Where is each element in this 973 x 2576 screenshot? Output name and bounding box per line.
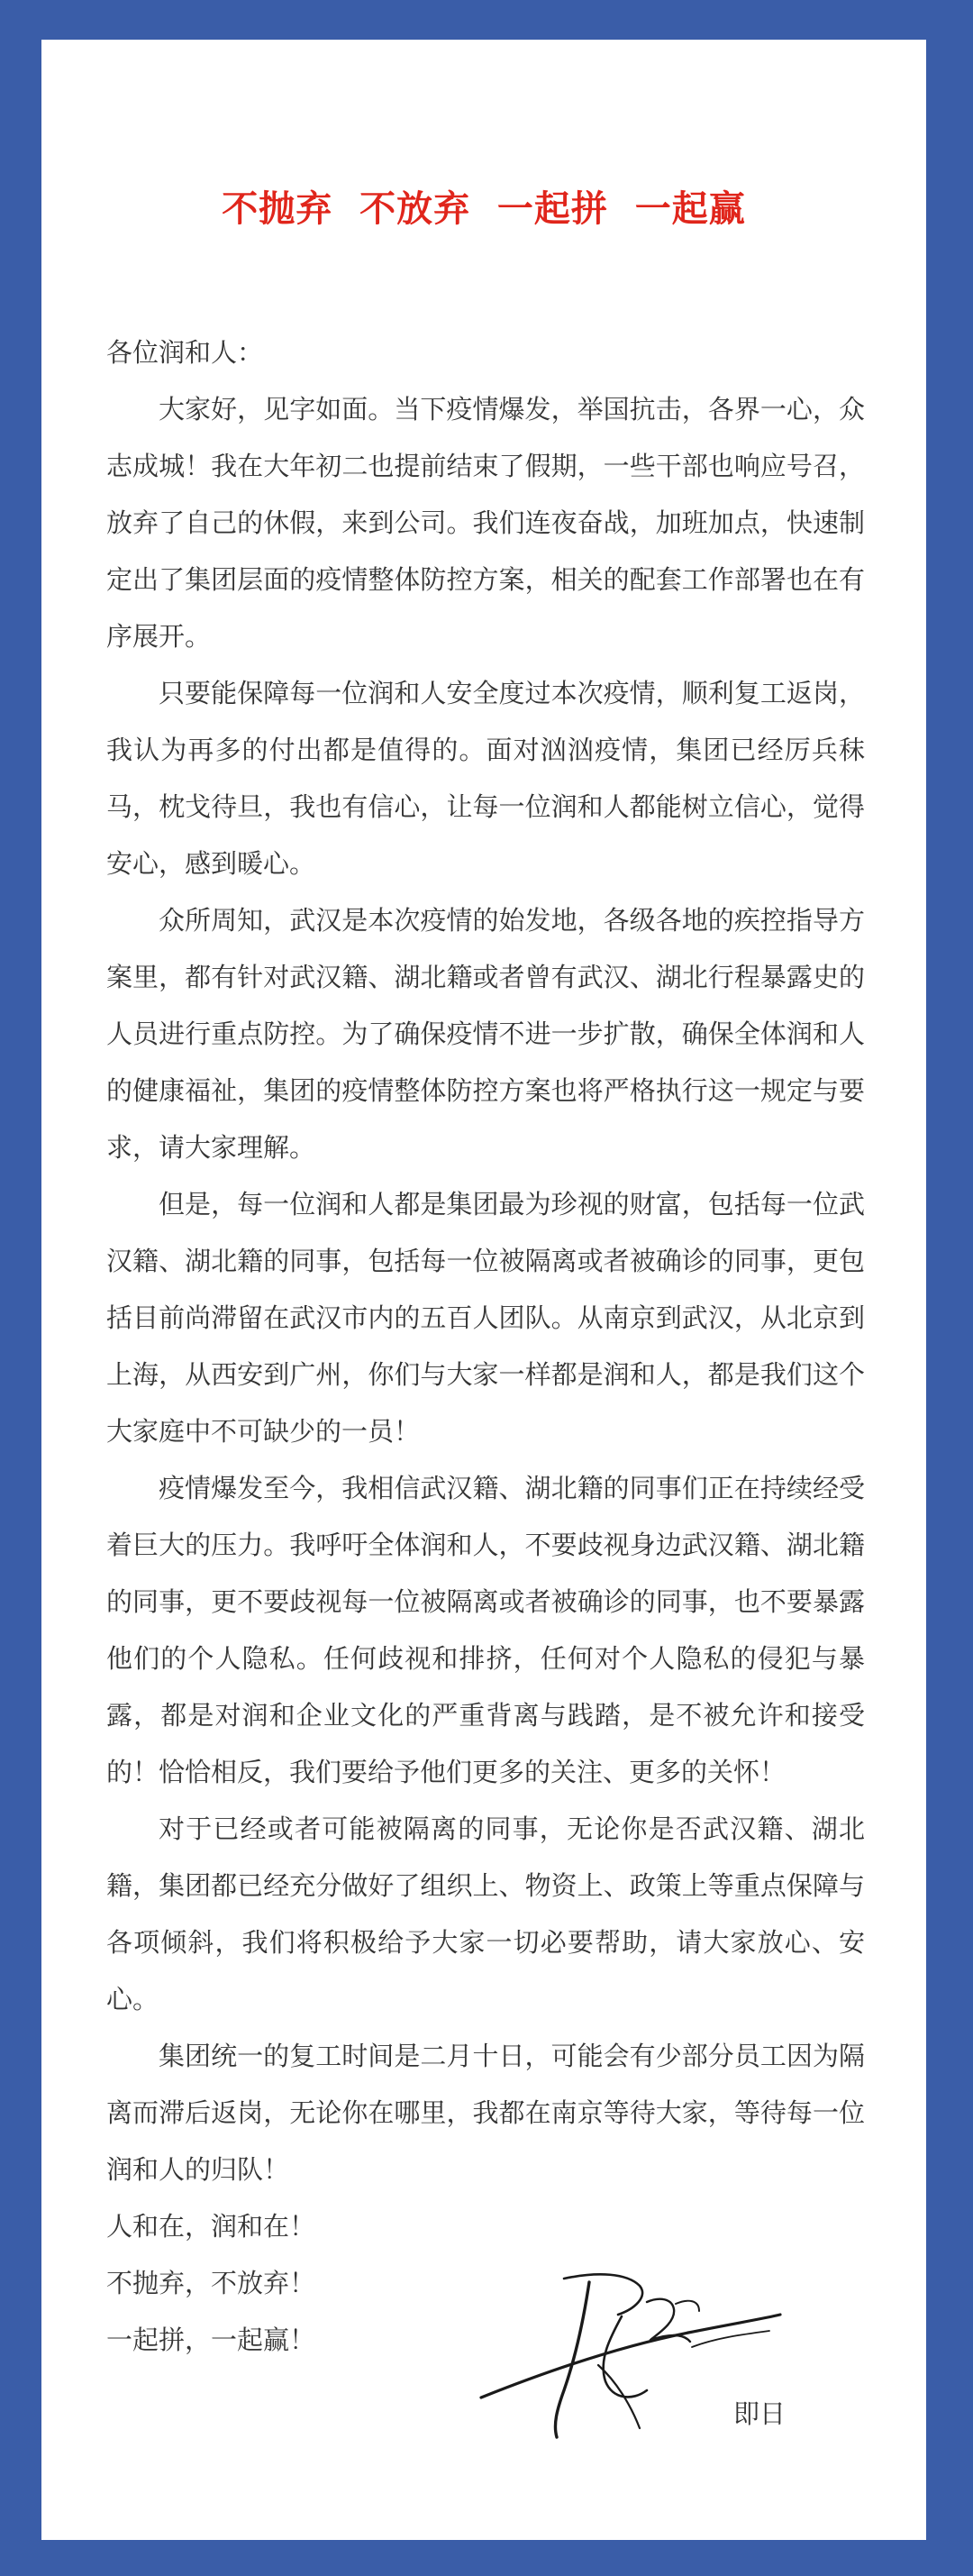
closing-line-3: 一起拼，一起赢！ [106,2325,316,2355]
paragraph-4: 但是，每一位润和人都是集团最为珍视的财富，包括每一位武汉籍、湖北籍的同事，包括每一位被隔离或者被确诊的同事，更包括目前尚滞留在武汉市内的五百人团队。从南京到武汉，从北京到上海，从西安到广州，你们与大家一样都是润和人，都是我们这个大家庭中不可缺少的一员！ [106,1189,865,1447]
paragraph-2: 只要能保障每一位润和人安全度过本次疫情，顺利复工返岗，我认为再多的付出都是值得的。面对汹汹疫情，集团已经厉兵秣马，枕戈待旦，我也有信心，让每一位润和人都能树立信心，觉得安心，感到暖心。 [106,678,865,879]
paragraph-7: 集团统一的复工时间是二月十日，可能会有少部分员工因为隔离而滞后返岗，无论你在哪里，我都在南京等待大家，等待每一位润和人的归队！ [106,2041,865,2185]
closing-line-1: 人和在，润和在！ [106,2211,316,2242]
closing-line-2: 不抛弃，不放弃！ [106,2268,316,2298]
paragraph-1: 大家好，见字如面。当下疫情爆发，举国抗击，各界一心，众志成城！我在大年初二也提前结束了假期，一些干部也响应号召，放弃了自己的休假，来到公司。我们连夜奋战，加班加点，快速制定出了集团层面的疫情整体防控方案，相关的配套工作部署也在有序展开。 [106,394,865,652]
letter-date: 即日 [733,2398,787,2429]
letter-page [41,40,926,2540]
greeting: 各位润和人： [106,337,264,368]
paragraph-3: 众所周知，武汉是本次疫情的始发地，各级各地的疾控指导方案里，都有针对武汉籍、湖北籍或者曾有武汉、湖北行程暴露史的人员进行重点防控。为了确保疫情不进一步扩散，确保全体润和人的健康福祉，集团的疫情整体防控方案也将严格执行这一规定与要求，请大家理解。 [106,905,865,1163]
paragraph-5: 疫情爆发至今，我相信武汉籍、湖北籍的同事们正在持续经受着巨大的压力。我呼吁全体润和人，不要歧视身边武汉籍、湖北籍的同事，更不要歧视每一位被隔离或者被确诊的同事，也不要暴露他们的个人隐私。任何歧视和排挤，任何对个人隐私的侵犯与暴露，都是对润和企业文化的严重背离与践踏，是不被允许和接受的！恰恰相反，我们要给予他们更多的关注、更多的关怀！ [106,1473,865,1787]
paragraph-6: 对于已经或者可能被隔离的同事，无论你是否武汉籍、湖北籍，集团都已经充分做好了组织上、物资上、政策上等重点保障与各项倾斜，我们将积极给予大家一切必要帮助，请大家放心、安心。 [106,1813,865,2014]
letter-title: 不抛弃 不放弃 一起拼 一起赢 [222,188,746,230]
letter-body [106,324,865,2369]
